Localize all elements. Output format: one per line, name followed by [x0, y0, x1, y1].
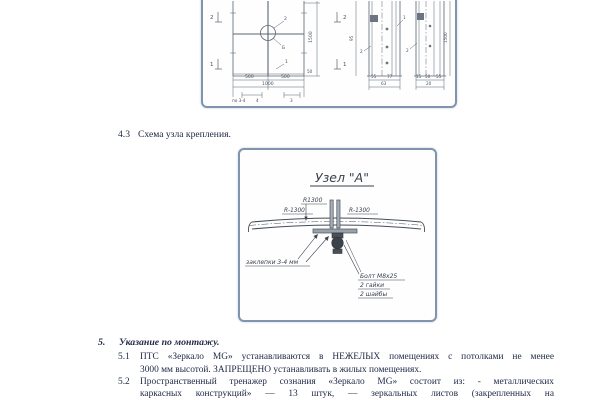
section-5-number: 5.	[98, 337, 106, 348]
caption-4-3-number: 4.3	[118, 128, 130, 140]
section-mark-2-left: 2	[210, 15, 214, 21]
dim-63-a: 63	[381, 81, 387, 86]
label-r1300-right: R-1300	[349, 208, 370, 214]
dim-po-3-4: по 3-4	[232, 98, 246, 103]
section-mark-2-right: 2	[343, 15, 347, 21]
uzel-a-detail-scan	[238, 148, 437, 322]
label-r1300-left: R-1300	[284, 208, 305, 214]
dim-500-right: 500	[281, 75, 290, 80]
label-washers: 2 шайбы	[360, 291, 388, 298]
mounting-drawing-svg	[204, 1, 452, 104]
item-5-2-line-2: каркасных конструкций» — 13 штук, — зеркальных листов (закрепленных на	[140, 389, 554, 400]
item-5-1-line-2: 3000 мм высотой. ЗАПРЕЩЕНО устанавливать в жилых помещениях.	[140, 364, 422, 375]
uzel-a-title: Узел "А"	[315, 170, 369, 185]
item-5-1	[98, 351, 554, 376]
dim-500-left: 500	[245, 75, 254, 80]
dim-20-b: 20	[426, 81, 432, 86]
callout-1-front: 1	[285, 60, 288, 65]
item-5-1-number: 5.1	[118, 352, 130, 363]
caption-4-3-text: Схема узла крепления.	[138, 128, 231, 140]
mounting-drawing-scan	[201, 0, 457, 108]
dim-1500-b: 1500	[443, 32, 448, 43]
item-5-2-line-1: Пространственный тренажер сознания «Зеркало MG» состоит из: - металлических	[140, 376, 554, 387]
callout-2-a: 2	[360, 49, 363, 54]
section-5-title: Указание по монтажу.	[119, 337, 220, 348]
section-5-montage-instructions	[98, 337, 554, 400]
dim-50-b: 50	[425, 74, 431, 79]
dim-15-b: 15	[416, 74, 422, 79]
callout-1-a: 1	[403, 15, 406, 20]
callout-2-front: 2	[284, 17, 287, 22]
callout-b-front: Б	[282, 46, 286, 51]
callout-2-b: 2	[406, 48, 409, 53]
dim-4: 4	[256, 98, 259, 103]
label-r1300-top: R1300	[303, 197, 323, 204]
dim-1000: 1000	[262, 82, 274, 87]
section-mark-1-right: 1	[343, 62, 347, 68]
dim-50-front: 50	[307, 69, 313, 74]
item-5-2	[98, 376, 554, 400]
section-5-heading	[98, 337, 554, 349]
dim-55-b: 55	[436, 74, 442, 79]
label-bolt: Болт М8х25	[360, 273, 398, 280]
label-nuts: 2 гайки	[360, 282, 384, 289]
label-rivets: заклепки 3-4 мм	[246, 259, 299, 266]
dim-77-a: 77	[387, 74, 393, 79]
section-mark-1-left: 1	[210, 62, 214, 68]
dim-3: 3	[290, 98, 293, 103]
item-5-1-line-1: ПТС «Зеркало MG» устанавливаются в НЕЖЕЛЫХ помещениях с потолками не менее	[140, 352, 554, 363]
caption-4-3	[118, 129, 231, 140]
uzel-a-svg	[240, 150, 431, 316]
dim-55-a: 55	[371, 74, 377, 79]
dim-1500-front: 1500	[309, 31, 314, 43]
dim-95-a: 95	[349, 35, 354, 41]
item-5-2-number: 5.2	[118, 376, 130, 387]
